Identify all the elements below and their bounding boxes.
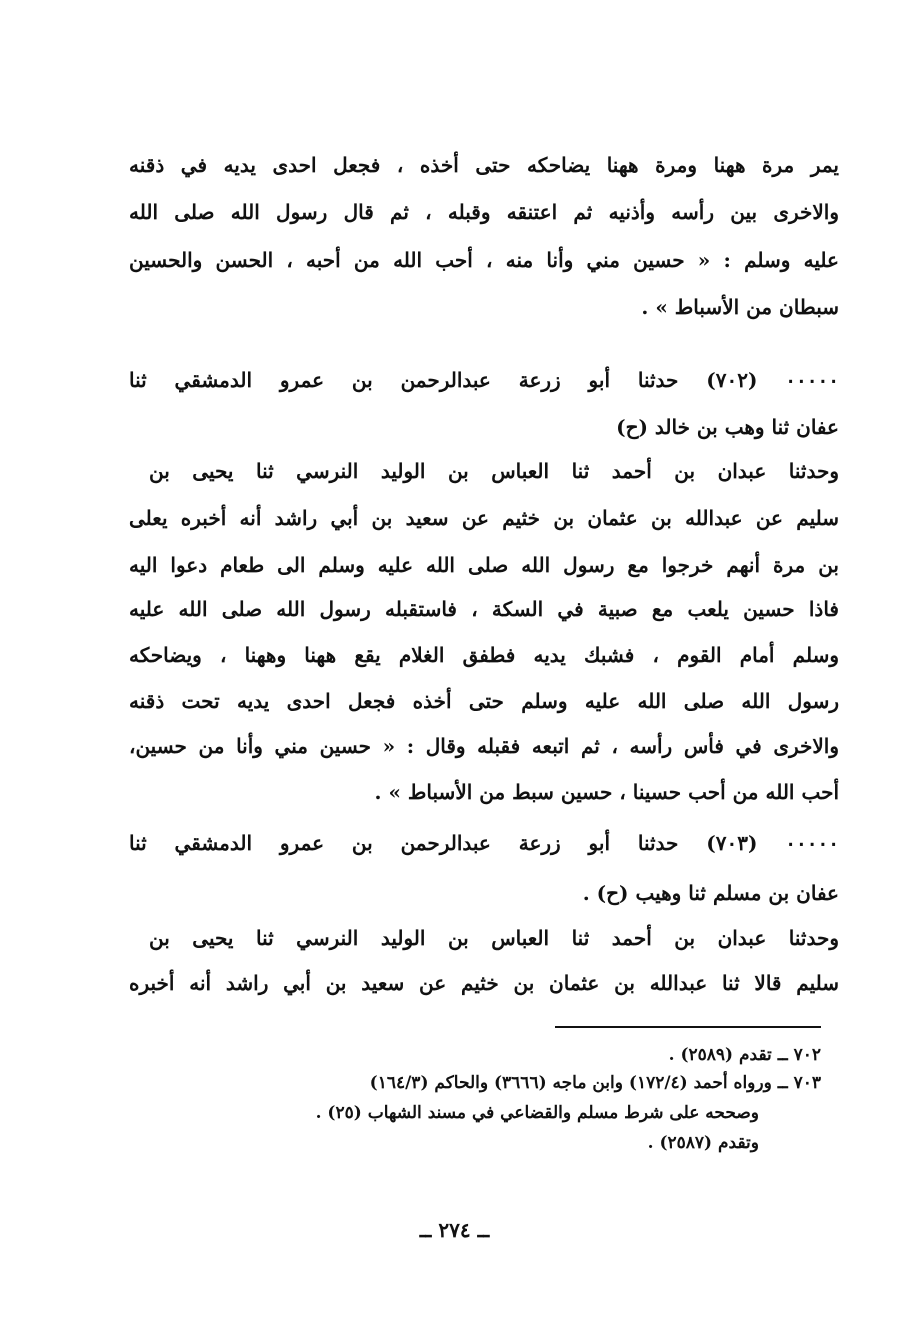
text-line-4: سبطان من الأسباط » . [641,295,839,319]
text-line-1: يمر مرة ههنا ومرة ههنا يضاحكه حتى أخذه ، فجعل احدى يديه في ذقنه [129,153,839,177]
footnote-703-continued-2: وتقدم (٢٥٨٧) . [647,1133,759,1153]
text-line-10: فاذا حسين يلعب مع صبية في السكة ، فاستقبله رسول الله صلى الله عليه [129,597,839,621]
text-line-6: عفان ثنا وهب بن خالد (ح) [616,415,839,439]
page-number: ــ ٢٧٤ ــ [419,1218,490,1242]
hadith-702-heading: ٠٠٠٠٠ (٧٠٢) حدثنا أبو زرعة عبدالرحمن بن عمرو الدمشقي ثنا [129,368,839,392]
text-line-12: رسول الله صلى الله عليه وسلم حتى أخذه فجعل احدى يديه تحت ذقنه [129,689,839,713]
text-line-18: سليم قالا ثنا عبدالله بن عثمان بن خثيم عن سعيد بن أبي راشد أنه أخبره [129,971,839,995]
text-line-14: أحب الله من أحب حسينا ، حسين سبط من الأسباط » . [374,780,839,804]
text-line-11: وسلم أمام القوم ، فشبك يديه فطفق الغلام يقع ههنا وههنا ، ويضاحكه [129,643,839,667]
text-line-8: سليم عن عبدالله بن عثمان بن خثيم عن سعيد بن أبي راشد أنه أخبره يعلى [129,506,839,530]
footnote-703: ٧٠٣ ــ ورواه أحمد (١٧٢/٤) وابن ماجه (٣٦٦٦) والحاكم (١٦٤/٣) [369,1073,821,1093]
footnote-separator [555,1026,821,1028]
hadith-703-heading: ٠٠٠٠٠ (٧٠٣) حدثنا أبو زرعة عبدالرحمن بن عمرو الدمشقي ثنا [129,831,839,855]
text-line-2: والاخرى بين رأسه وأذنيه ثم اعتنقه وقبله ، ثم قال رسول الله صلى الله [129,200,839,224]
text-line-7: وحدثنا عبدان بن أحمد ثنا العباس بن الوليد النرسي ثنا يحيى بن [149,459,839,483]
text-line-3: عليه وسلم : « حسين مني وأنا منه ، أحب الله من أحبه ، الحسن والحسين [129,248,839,272]
text-line-9: بن مرة أنهم خرجوا مع رسول الله صلى الله عليه وسلم الى طعام دعوا اليه [129,553,839,577]
footnote-702: ٧٠٢ ــ تقدم (٢٥٨٩) . [668,1045,821,1065]
footnote-703-continued: وصححه على شرط مسلم والقضاعي في مسند الشهاب (٢٥) . [315,1103,759,1123]
text-line-16: عفان بن مسلم ثنا وهيب (ح) . [582,881,839,905]
text-line-17: وحدثنا عبدان بن أحمد ثنا العباس بن الوليد النرسي ثنا يحيى بن [149,926,839,950]
text-line-13: والاخرى في فأس رأسه ، ثم اتبعه فقبله وقال : « حسين مني وأنا من حسين، [129,734,839,758]
